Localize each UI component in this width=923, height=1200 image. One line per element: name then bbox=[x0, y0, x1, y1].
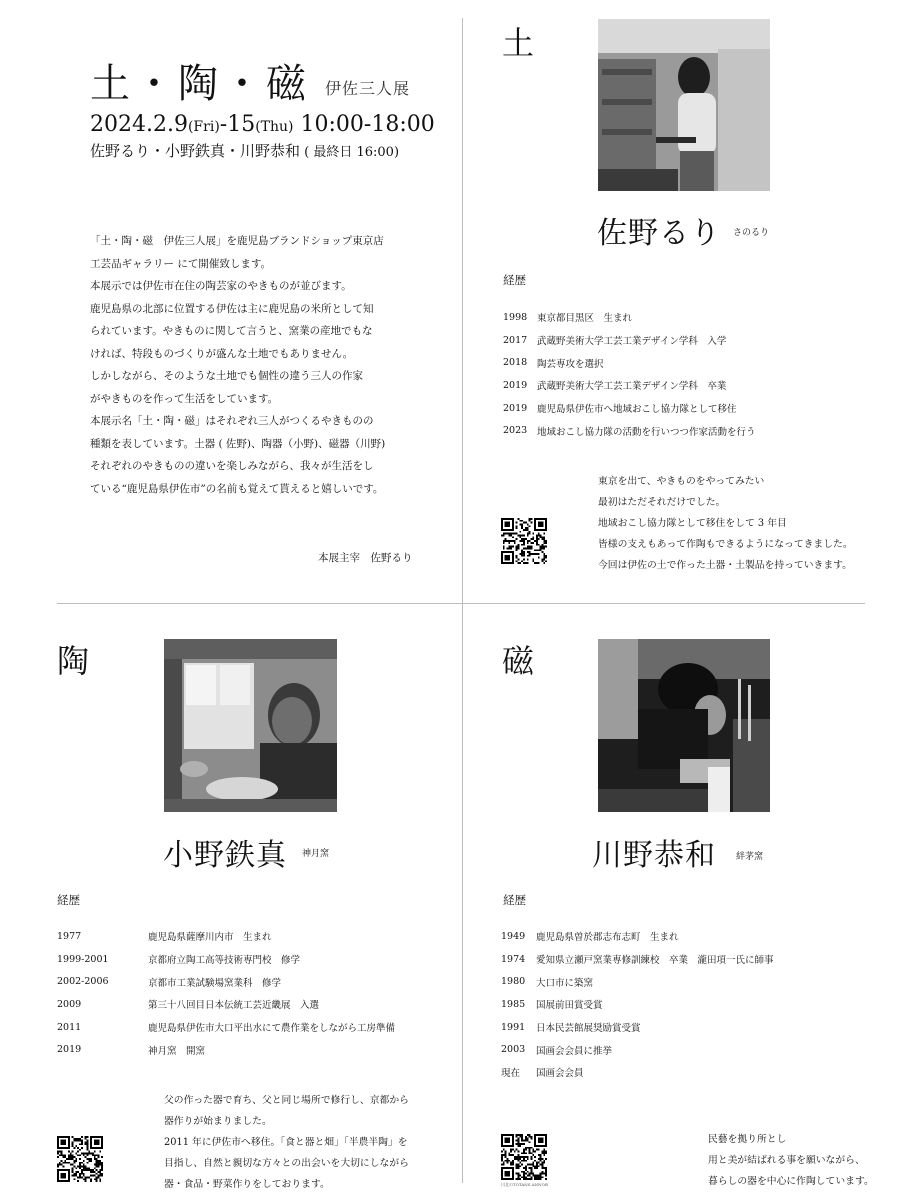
history-text: 大口市に築窯 bbox=[536, 977, 594, 989]
history-text: 鹿児島県伊佐市大口平出水にて農作業をしながら工房準備 bbox=[148, 1023, 396, 1035]
intro-text bbox=[90, 230, 435, 500]
artist-kana-sano: さのるり bbox=[733, 228, 770, 238]
message-line: 今回は伊佐の土で作った土器・土製品を持っていきます。 bbox=[598, 560, 852, 571]
history-text: 国画会会員に推挙 bbox=[536, 1045, 613, 1057]
history-year: 2023 bbox=[503, 425, 528, 437]
history-year: 2019 bbox=[503, 402, 528, 414]
intro-line: 本展示では伊佐市在住の陶芸家のやきものが並びます。 bbox=[90, 280, 352, 292]
table-row bbox=[501, 925, 774, 948]
intro-line: 本展示名「土・陶・磁」はそれぞれ三人がつくるやきものの bbox=[90, 415, 374, 427]
artist-list: 佐野るり・小野鉄真・川野恭和 bbox=[90, 142, 301, 160]
history-text: 神月窯 開窯 bbox=[148, 1045, 206, 1057]
history-year: 1977 bbox=[57, 930, 82, 942]
intro-line: ている“鹿児島県伊佐市”の名前も覚えて貰えると嬉しいです。 bbox=[90, 482, 384, 495]
horizontal-divider bbox=[57, 603, 865, 604]
table-row bbox=[503, 397, 756, 420]
intro-line: ければ、特段ものづくりが盛んな土地でもありません。 bbox=[90, 347, 354, 360]
artist-message-sano bbox=[598, 471, 853, 576]
vertical-divider bbox=[462, 18, 463, 1183]
exhibition-title: 土・陶・磁 bbox=[90, 61, 310, 107]
message-line: 目指し、自然と親切な方々との出会いを大切にしながら bbox=[164, 1158, 409, 1169]
history-year: 2003 bbox=[501, 1044, 526, 1056]
history-year: 2017 bbox=[503, 334, 528, 346]
history-year: 1998 bbox=[503, 311, 528, 323]
table-row bbox=[501, 948, 774, 971]
history-year: 1991 bbox=[501, 1021, 526, 1033]
section-kanji-earth: 土 bbox=[502, 24, 535, 62]
history-label-kawano: 経歴 bbox=[503, 893, 526, 907]
qr-caption: 川北のTOTANS ANNOB bbox=[501, 1182, 548, 1187]
message-line: 民藝を拠り所とし bbox=[708, 1134, 787, 1145]
history-text: 愛知県立瀬戸窯業専修訓練校 卒業 瀧田項一氏に師事 bbox=[536, 955, 774, 967]
intro-line: 工芸品ギャラリー にて開催致します。 bbox=[90, 257, 271, 270]
table-row bbox=[503, 329, 756, 352]
date-start-day: (Fri) bbox=[187, 119, 220, 135]
history-label-sano: 経歴 bbox=[503, 273, 526, 287]
history-year: 1949 bbox=[501, 930, 526, 942]
opening-hours: 10:00-18:00 bbox=[293, 112, 435, 137]
artist-message-kawano bbox=[708, 1129, 874, 1192]
intro-line: それぞれのやきものの違いを楽しみながら、我々が生活をし bbox=[90, 460, 374, 472]
history-text: 国画会会員 bbox=[536, 1068, 584, 1080]
history-text: 国展前田賞受賞 bbox=[536, 1000, 603, 1012]
section-kanji-porcelain: 磁 bbox=[502, 642, 535, 680]
table-row bbox=[57, 948, 395, 971]
history-label-ono: 経歴 bbox=[57, 893, 80, 907]
history-table-kawano bbox=[501, 925, 774, 1084]
intro-line: られています。やきものに関して言うと、窯業の産地でもな bbox=[90, 325, 373, 337]
history-text: 京都府立陶工高等技術専門校 修学 bbox=[148, 955, 301, 967]
history-year: 2019 bbox=[503, 379, 528, 391]
history-year: 1985 bbox=[501, 998, 526, 1010]
history-text: 日本民芸館展奨励賞受賞 bbox=[536, 1023, 641, 1035]
history-year: 2002-2006 bbox=[57, 976, 109, 988]
history-text: 地域おこし協力隊の活動を行いつつ作家活動を行う bbox=[537, 426, 756, 438]
history-text: 陶芸専攻を選択 bbox=[537, 358, 604, 370]
artist-name-ono: 小野鉄真 bbox=[163, 838, 287, 873]
intro-line: がやきものを作って生活をしています。 bbox=[90, 392, 279, 405]
host-credit: 本展主宰 佐野るり bbox=[318, 552, 413, 564]
artist-photo-kawano bbox=[598, 639, 770, 812]
date-start: 2024.2.9 bbox=[90, 112, 188, 137]
exhibition-dates bbox=[90, 112, 435, 137]
message-line: 用と美が結ばれる事を願いながら、 bbox=[708, 1155, 865, 1166]
artist-photo-sano bbox=[598, 19, 770, 191]
qr-code-icon[interactable] bbox=[57, 1136, 103, 1182]
artist-name-sano: 佐野るり bbox=[597, 216, 721, 251]
table-row bbox=[57, 1038, 395, 1061]
artist-name-kawano: 川野恭和 bbox=[592, 838, 716, 873]
message-line: 2011 年に伊佐市へ移住。「食と器と畑」「半農半陶」を bbox=[164, 1137, 408, 1148]
table-row bbox=[57, 970, 395, 993]
message-line: 東京を出て、やきものをやってみたい bbox=[598, 476, 765, 487]
table-row bbox=[503, 306, 756, 329]
last-day-note: ( 最終日 16:00) bbox=[300, 145, 400, 160]
table-row bbox=[57, 925, 395, 948]
intro-line: 「土・陶・磁 伊佐三人展」を鹿児島ブランドショップ東京店 bbox=[90, 235, 384, 247]
table-row bbox=[501, 1038, 774, 1061]
artist-message-ono bbox=[164, 1090, 409, 1195]
history-table-ono bbox=[57, 925, 395, 1061]
table-row bbox=[503, 419, 756, 442]
message-line: 暮らしの器を中心に作陶しています。 bbox=[708, 1176, 874, 1187]
history-year: 1999-2001 bbox=[57, 953, 109, 965]
intro-line: しかしながら、そのような土地でも個性の違う三人の作家 bbox=[90, 370, 363, 382]
history-year: 2019 bbox=[57, 1044, 82, 1056]
history-text: 鹿児島県伊佐市へ地域おこし協力隊として移住 bbox=[537, 404, 737, 416]
table-row bbox=[57, 1016, 395, 1039]
message-line: 器作りが始まりました。 bbox=[164, 1116, 272, 1127]
exhibition-subtitle: 伊佐三人展 bbox=[325, 79, 411, 98]
artist-kana-ono: 神月窯 bbox=[302, 849, 330, 859]
message-line: 器・食品・野菜作りをしております。 bbox=[164, 1179, 330, 1190]
history-text: 武蔵野美術大学工芸工業デザイン学科 卒業 bbox=[537, 381, 727, 393]
history-text: 鹿児島県曽於郡志布志町 生まれ bbox=[536, 932, 679, 944]
date-end-day: (Thu) bbox=[255, 119, 294, 135]
table-row bbox=[501, 1061, 774, 1084]
history-table-sano bbox=[503, 306, 756, 442]
history-year: 現在 bbox=[501, 1068, 521, 1080]
qr-code-icon[interactable] bbox=[501, 1134, 547, 1180]
table-row bbox=[501, 993, 774, 1016]
history-year: 2009 bbox=[57, 998, 82, 1010]
history-year: 2011 bbox=[57, 1021, 82, 1033]
history-year: 1980 bbox=[501, 976, 526, 988]
message-line: 皆様の支えもあって作陶もできるようになってきました。 bbox=[598, 539, 853, 550]
message-line: 地域おこし協力隊として移住をして 3 年目 bbox=[598, 518, 787, 529]
history-text: 武蔵野美術大学工芸工業デザイン学科 入学 bbox=[537, 336, 727, 348]
history-text: 京都市工業試験場窯業科 修学 bbox=[148, 977, 282, 989]
table-row bbox=[501, 1016, 774, 1039]
table-row bbox=[57, 993, 395, 1016]
artist-photo-ono bbox=[164, 639, 337, 812]
section-kanji-pottery: 陶 bbox=[57, 642, 90, 680]
history-text: 鹿児島県薩摩川内市 生まれ bbox=[148, 932, 272, 944]
history-text: 東京都目黒区 生まれ bbox=[537, 313, 633, 325]
intro-line: 種類を表しています。土器 ( 佐野)、陶器（小野)、磁器（川野) bbox=[90, 437, 386, 450]
table-row bbox=[501, 970, 774, 993]
date-end: -15 bbox=[219, 112, 256, 137]
message-line: 最初はただそれだけでした。 bbox=[598, 497, 726, 508]
history-year: 1974 bbox=[501, 953, 526, 965]
intro-line: 鹿児島県の北部に位置する伊佐は主に鹿児島の米所として知 bbox=[90, 302, 374, 315]
qr-code-icon[interactable] bbox=[501, 518, 547, 564]
history-text: 第三十八回目日本伝統工芸近畿展 入選 bbox=[148, 1000, 320, 1012]
history-year: 2018 bbox=[503, 357, 528, 369]
artist-kana-kawano: 絆茅窯 bbox=[736, 852, 764, 862]
artist-names bbox=[90, 140, 399, 161]
table-row bbox=[503, 351, 756, 374]
table-row bbox=[503, 374, 756, 397]
message-line: 父の作った器で育ち、父と同じ場所で修行し、京都から bbox=[164, 1095, 409, 1106]
